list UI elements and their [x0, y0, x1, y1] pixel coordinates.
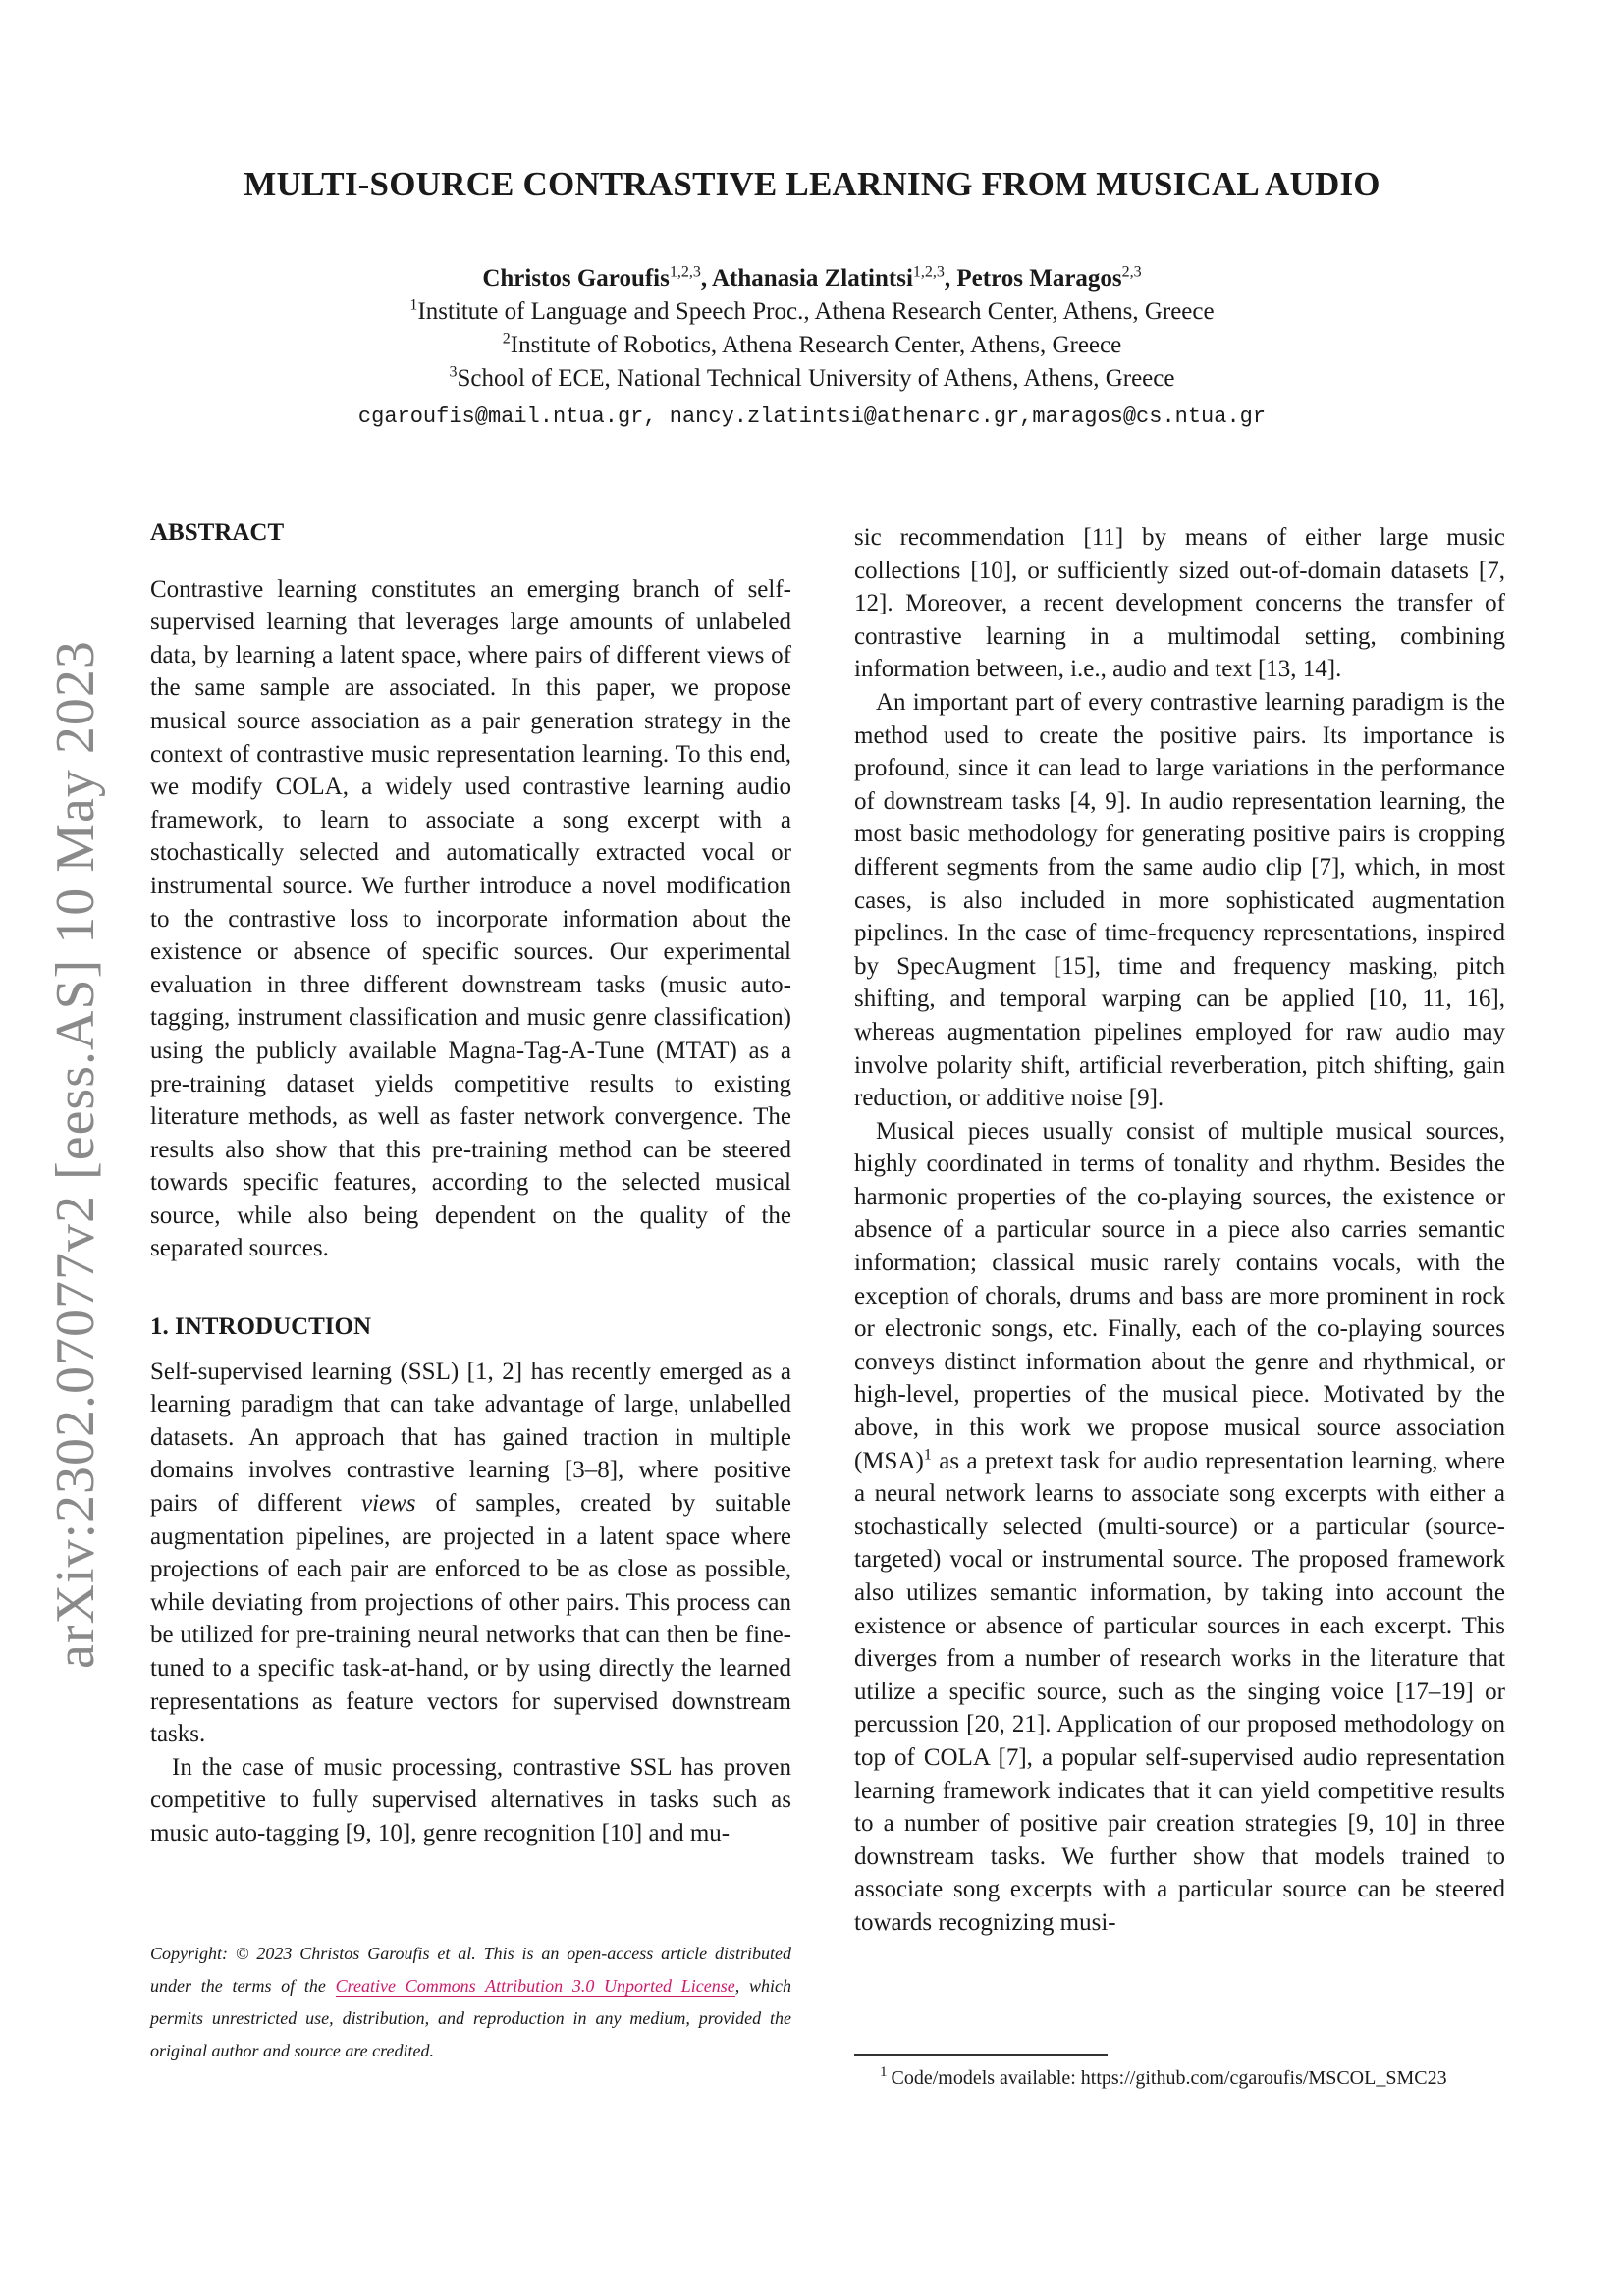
right-paragraph-2: An important part of every contrastive learning paradigm is the method used to create the positive pairs. Its importance is profound, since it can lead to large variations in the performance of downstream tasks [4, 9]. In audio representation learning, the most basic methodology for generating positive pairs is cropping different segments from the same audio clip [7], which, in most cases, is also included in more sophisticated augmentation pipelines. In the case of time-frequency representations, inspired by SpecAugment [15], time and frequency masking, pitch shifting, and temporal warping can be applied [10, 11, 16], whereas augmentation pipelines employed for raw audio may involve polarity shift, artificial reverberation, pitch shifting, gain reduction, or additive noise [9]. [854, 688, 1505, 1112]
affiliation-text: School of ECE, National Technical University of Athens, Athens, Greece [457, 365, 1175, 392]
introduction-heading: 1. INTRODUCTION [150, 1313, 372, 1341]
affiliation-sup: 3 [449, 363, 458, 381]
copyright-notice [150, 1938, 791, 2067]
affiliation-sup: 2 [502, 330, 511, 347]
intro-paragraph-1 [150, 1356, 791, 1751]
footnote-number: 1 [880, 2064, 888, 2081]
paragraph-text: as a pretext task for audio representation learning, where a neural network learns to associate song excerpts with either a stochastically selected (multi-source) or a particular (source-targeted) vocal or instrumental source. The proposed framework also utilizes semantic information, by taking into account the existence or absence of particular sources in each excerpt. This diverges from a number of research works in the literature that utilize a specific source, such as the singing voice [17–19] or percussion [20, 21]. Application of our proposed methodology on top of COLA [7], a popular self-supervised audio representation learning framework indicates that it can yield competitive results to a number of positive pair creation strategies [9, 10] in three downstream tasks. We further show that models trained to associate song excerpts with a particular source can be steered towards recognizing musi- [854, 1447, 1505, 1936]
affiliation-2 [147, 332, 1477, 359]
author-name: Athanasia Zlatintsi [711, 265, 913, 292]
footnote-marker[interactable]: 1 [923, 1446, 932, 1464]
paper-title: MULTI-SOURCE CONTRASTIVE LEARNING FROM MUSICAL AUDIO [244, 165, 1380, 203]
license-link[interactable]: Creative Commons Attribution 3.0 Unported License [335, 1976, 735, 1996]
affiliation-sup: 1 [409, 296, 418, 314]
left-column [150, 516, 791, 1850]
intro-text: of samples, created by suitable augmentation pipelines, are projected in a latent space where projections of each pair are enforced to be as close as possible, while deviating from projections of other pairs. This process can be utilized for pre-training neural networks that can then be fine-tuned to a specific task-at-hand, or by using directly the learned representations as feature vectors for supervised downstream tasks. [150, 1490, 791, 1748]
author-affil-sup: 1,2,3 [669, 263, 701, 281]
affiliation-text: Institute of Language and Speech Proc., Athena Research Center, Athens, Greece [417, 298, 1215, 325]
footnote-rule [854, 2054, 1108, 2056]
author-emails: cgaroufis@mail.ntua.gr, nancy.zlatintsi@athenarc.gr,maragos@cs.ntua.gr [357, 404, 1267, 429]
right-paragraph-3 [854, 1115, 1505, 1940]
author-affil-sup: 1,2,3 [912, 263, 945, 281]
affiliation-text: Institute of Robotics, Athena Research Center, Athens, Greece [510, 332, 1122, 358]
author-name: Christos Garoufis [482, 265, 670, 292]
author-separator: , [944, 265, 957, 292]
paragraph-text: Musical pieces usually consist of multiple musical sources, highly coordinated in terms of tonality and rhythm. Besides the harmonic properties of the co-playing sources, the existence or absence of a particular source in a piece also carries semantic information; classical music rarely contains vocals, with the exception of chorals, drums and bass are more prominent in rock or electronic songs, etc. Finally, each of the co-playing sources conveys distinct information about the genre and rhythmical, or high-level, properties of the musical piece. Motivated by the above, in this work we propose musical source association (MSA) [854, 1117, 1505, 1474]
intro-paragraph-2: In the case of music processing, contrastive SSL has proven competitive to fully supervised alternatives in tasks such as music auto-tagging [9, 10], genre recognition [10] and mu- [150, 1753, 791, 1846]
author-list [147, 265, 1477, 293]
footnote-text: Code/models available: https://github.com/cgaroufis/MSCOL_SMC23 [891, 2067, 1447, 2089]
abstract-heading: ABSTRACT [150, 519, 285, 546]
author-affil-sup: 2,3 [1121, 263, 1142, 281]
copyright-text: , which permits unrestricted use, distribution, and reproduction in any medium, provided the original author and source are credited. [150, 1976, 792, 2060]
abstract-text: Contrastive learning constitutes an emerging branch of self-supervised learning that leverages large amounts of unlabeled data, by learning a latent space, where pairs of different views of the same sample are associated. In this paper, we propose musical source association as a pair generation strategy in the context of contrastive music representation learning. To this end, we modify COLA, a widely used contrastive learning audio framework, to learn to associate a song excerpt with a stochastically selected and automatically extracted vocal or instrumental source. We further introduce a novel modification to the contrastive loss to incorporate information about the existence or absence of specific sources. Our experimental evaluation in three different downstream tasks (music auto-tagging, instrument classification and music genre classification) using the publicly available Magna-Tag-A-Tune (MTAT) as a pre-training dataset yields competitive results to existing literature methods, as well as faster network convergence. The results also show that this pre-training method can be steered towards specific features, according to the selected musical source, while also being dependent on the quality of the separated sources. [150, 575, 791, 1262]
intro-text: Self-supervised learning (SSL) [1, 2] has recently emerged as a learning paradigm that can take advantage of large, unlabelled datasets. An approach that has gained traction in multiple domains involves contrastive learning [3–8], where positive pairs of different [150, 1358, 791, 1518]
right-column [854, 521, 1505, 1940]
author-separator: , [700, 265, 712, 292]
arxiv-side-label: arXiv:2302.07077v2 [eess.AS] 10 May 2023 [45, 640, 106, 1669]
author-name: Petros Maragos [956, 265, 1122, 292]
right-paragraph-1: sic recommendation [11] by means of either large music collections [10], or sufficiently sized out-of-domain datasets [7, 12]. Moreover, a recent development concerns the transfer of contrastive learning in a multimodal setting, combining information between, i.e., audio and text [13, 14]. [854, 524, 1505, 683]
intro-emphasis: views [360, 1490, 416, 1518]
copyright-text: Copyright: © 2023 Christos Garoufis et al. This is an open-access article distributed under the terms of the [150, 1944, 791, 1996]
footnote [854, 2065, 1505, 2091]
affiliation-3 [147, 365, 1477, 393]
affiliation-1 [147, 298, 1477, 326]
